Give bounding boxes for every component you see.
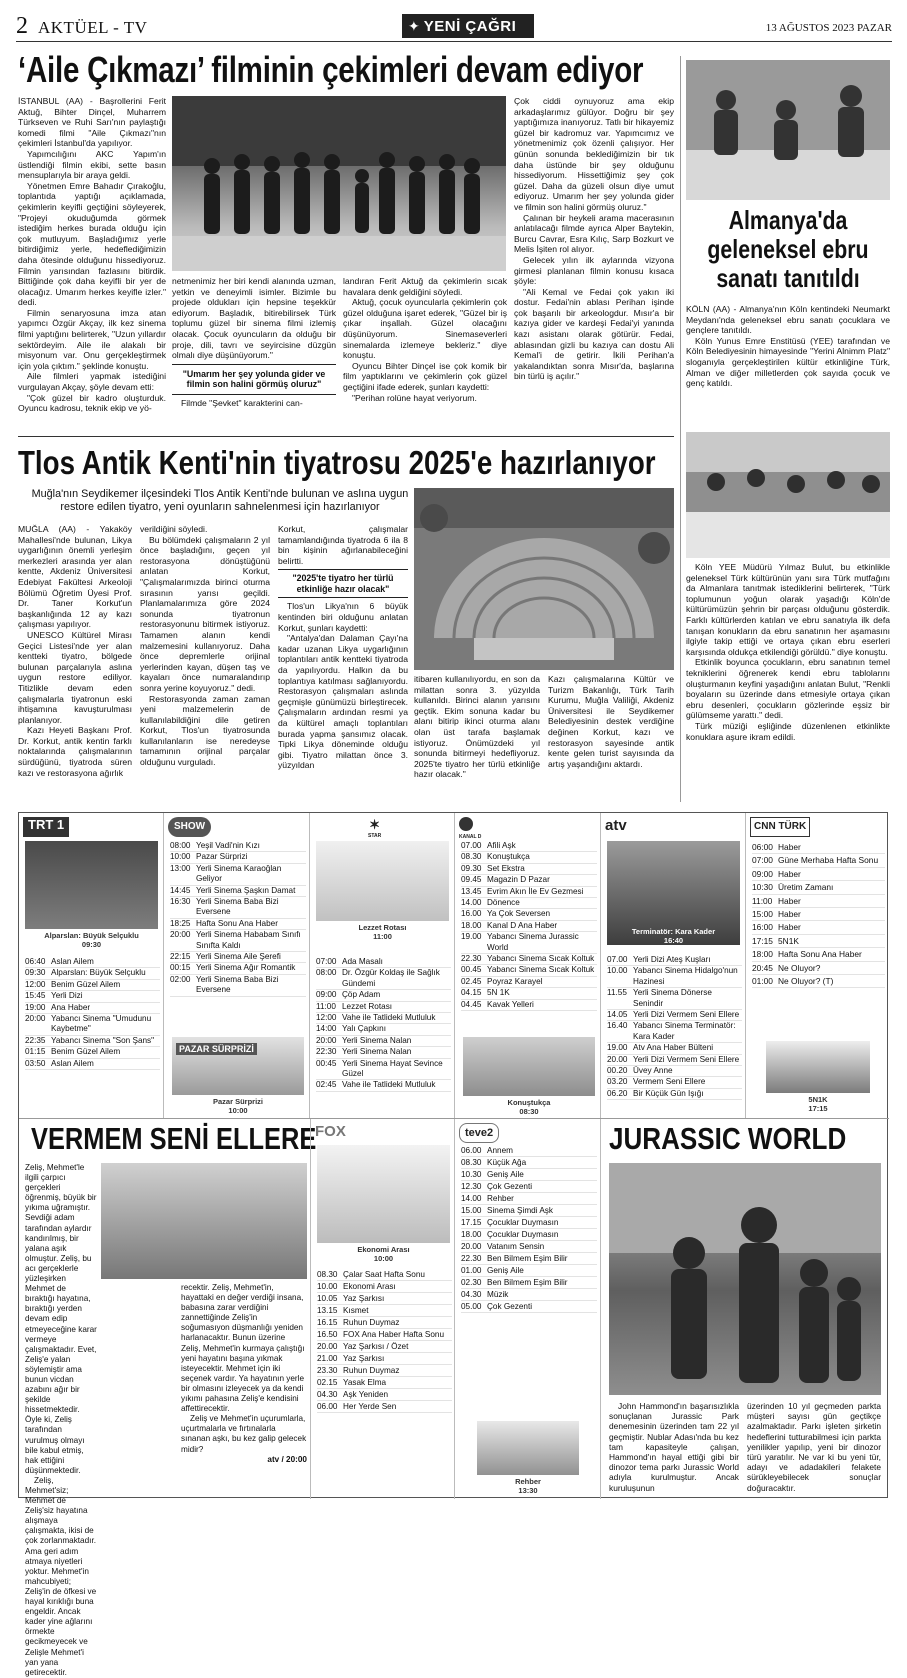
schedule-row: 06:00 Haber	[752, 841, 885, 854]
schedule-row: 14:00 Yalı Çapkını	[316, 1024, 451, 1035]
cnnturk-schedule	[752, 841, 885, 1041]
article1-col3	[343, 276, 507, 426]
schedule-row: 05.00 Çok Gezenti	[461, 1301, 597, 1313]
schedule-row: 02.30 Ben Bilmem Eşim Bilir	[461, 1277, 597, 1289]
schedule-row: 15:45 Yerli Dizi	[25, 991, 160, 1002]
paragraph: "Ali Kemal ve Fedai çok yakın iki dostur. Fedai'nin ablası Perihan işinde çok başarılı bir arkeologdur. Mısır'a bir kazıya gider ve kardeşi Fedai'yi yanında kazı asistanı olarak götürür. Fedai, ablasından gizli bu kazıya can dostu Ali Kemal'i de getirir. İkili Perihan'a yakalandıktan sonra Mısır'da, başlarına bin türlü iş açılır."	[514, 286, 674, 382]
tv-guide	[18, 812, 888, 1677]
ebru-workshop-photo-2	[686, 432, 890, 558]
article3-col2	[140, 524, 270, 802]
paragraph: Türk müziği eşliğinde düzenlenen etkinlikte konuklara aşure ikram edildi.	[686, 720, 890, 742]
star-icon: ✶	[369, 817, 381, 832]
schedule-row: 07.00 Yerli Dizi Ateş Kuşları	[607, 955, 742, 966]
schedule-row: 01:00 Ne Oluyor? (T)	[752, 975, 885, 988]
article3-deck: Muğla'nın Seydikemer ilçesindeki Tlos Antik Kenti'nde bulunan ve aslına uygun restore edilen tiyatro, yeni oyunların sahnelenmesi için hazırlanıyor	[31, 488, 409, 513]
schedule-row: 08:00 Dr. Özgür Koldaş ile Sağlık Gündemi	[316, 968, 451, 990]
schedule-row: 04.15 5N 1K	[461, 988, 597, 999]
schedule-row: 16.00 Ya Çok Seversen	[461, 909, 597, 920]
paragraph: Zeliş, Mehmet'le ilgili çarpıcı gerçekleri öğrenmiş, büyük bir yıkıma uğramıştır. Sevdiği adam tarafından aylardır kandırılmış, bir yalana aşık olmuştur. Zeliş, bu acı gerçeklerle yüzleşirken Mehmet de bıraktığı hayatına, bıraktığı yerden devam edip etmeyeceğine karar vermeye çalışmaktadır. Evet, Zeliş'e yalan söylemiştir ama bunun vicdan azabını ağır bir şekilde hissetmektedir. Öyle ki, Zeliş tarafından vurulmuş olmayı bile kabul etmiş, hak ettiğini düşünmektedir.	[25, 1163, 97, 1475]
channel-star	[310, 813, 455, 1118]
promo-title: PAZAR SÜRPRİZİ	[176, 1043, 257, 1055]
issue-date: 13 AĞUSTOS 2023 PAZAR	[765, 22, 892, 34]
schedule-row: 09.30 Set Ekstra	[461, 864, 597, 875]
schedule-row: 13:00 Yerli Sinema Karaoğlan Geliyor	[170, 864, 306, 886]
schedule-row: 20.00 Yerli Dizi Vermem Seni Ellere	[607, 1055, 742, 1066]
paragraph: itibaren kullanılıyordu, en son da milattan sonra 3. yüzyılda kullanıldı. Birinci alanın yarısını geçtik. Ekim sonuna kadar bu alanı bitirip ikinci oturma alanı olan üst tarafa başlamak istiyoruz. Önümüzdeki yıl sonunda bitirmeyi hedefliyoruz. 2025'te tiyatro her türlü etkinliğe hazır olacak."	[414, 674, 540, 780]
column-rule	[680, 56, 681, 802]
kanald-logo	[459, 817, 482, 840]
star-caption: Lezzet Rotası 11:00	[316, 921, 449, 943]
schedule-row: 03.20 Vermem Seni Ellere	[607, 1077, 742, 1088]
jurassic-col2	[747, 1401, 881, 1495]
channel-atv	[601, 813, 746, 1118]
schedule-row: 01.00 Geniş Aile	[461, 1265, 597, 1277]
schedule-row: 09:00 Haber	[752, 868, 885, 881]
vermem-col1	[25, 1163, 97, 1677]
schedule-row: 12.30 Çok Gezenti	[461, 1181, 597, 1193]
channel-trt1	[19, 813, 164, 1118]
jurassic-headline: JURASSIC WORLD	[609, 1121, 847, 1156]
schedule-row: 00.20 Üvey Anne	[607, 1066, 742, 1077]
article1-col2	[172, 276, 336, 426]
paragraph: landıran Ferit Aktuğ da çekimlerin sıcak havalara denk geldiğini söyledi.	[343, 276, 507, 297]
section-label: AKTÜEL - TV	[38, 18, 148, 37]
ebru-workshop-photo-1	[686, 60, 890, 200]
schedule-row: 19:00 Ana Haber	[25, 1003, 160, 1014]
schedule-row: 16:30 Yerli Sinema Baba Bizi Eversene	[170, 897, 306, 919]
paragraph: Bu bölümdeki çalışmaların 2 yıl önce başladığını, geçen yıl restorasyona dönüştüğünü anlatan Korkut, "Çalışmalarımızda birinci oturma sırasının yarısı geçildi. Planlamalarımıza göre 2024 sonunda tiyatronun restorasyonunu bitirmek istiyoruz. Tamamen alanın kendi malzemesini kullanıyoruz. Daha önce depremlerle orijinal yerlerinden kayan, düşen taş ve kayaları önce numaralandırıp sonra yerine koyuyoruz." dedi.	[140, 534, 270, 693]
schedule-row: 18.00 Kanal D Ana Haber	[461, 921, 597, 932]
schedule-row: 18.00 Çocuklar Duymasın	[461, 1229, 597, 1241]
schedule-row: 02.45 Poyraz Karayel	[461, 977, 597, 988]
schedule-row: 06.20 Bir Küçük Gün Işığı	[607, 1089, 742, 1100]
schedule-row: 18:25 Hafta Sonu Ana Haber	[170, 919, 306, 930]
tlos-theatre-photo	[414, 488, 674, 670]
schedule-row: 02.15 Yasak Elma	[317, 1377, 452, 1389]
schedule-row: 06.00 Her Yerde Sen	[317, 1401, 452, 1413]
logo-text: YENİ ÇAĞRI	[423, 17, 517, 35]
paragraph: Restorasyonda zaman zaman yeni malzemelerin de kullanılabildiğini dile getiren Korkut, Tlos'un tiyatrosunda kullanılanların ise neredeyse tamamının orijinal parçalar olduğunu vurguladı.	[140, 693, 270, 768]
schedule-row: 06:40 Aslan Ailem	[25, 957, 160, 968]
schedule-row: 22.30 Ben Bilmem Eşim Bilir	[461, 1253, 597, 1265]
headline-tlos: Tlos Antik Kenti'nin tiyatrosu 2025'e hazırlanıyor	[18, 444, 656, 481]
pull-quote: "2025'te tiyatro her türlü etkinliğe hazır olacak"	[278, 569, 408, 598]
schedule-row: 10.05 Yaz Şarkısı	[317, 1293, 452, 1305]
kanald-program-photo	[463, 1037, 595, 1099]
kanald-icon	[459, 817, 473, 831]
schedule-row: 11.55 Yerli Sinema Dönerse Senindir	[607, 988, 742, 1010]
article2-col1	[686, 304, 890, 428]
paragraph: KÖLN (AA) - Almanya'nın Köln kentindeki Neumarkt Meydanı'nda geleneksel ebru sanatı çocuklara ve gençlere tanıtıldı.	[686, 304, 890, 336]
vermem-time: atv / 20:00	[267, 1454, 307, 1464]
schedule-row: 20:00 Yerli Sinema Nalan	[316, 1036, 451, 1047]
schedule-row: 20:00 Yabancı Sinema "Umudunu Kaybetme"	[25, 1014, 160, 1036]
paragraph: Oyuncu Bihter Dinçel ise çok komik bir film yaptıklarını ve çekimlerin çok güzel geçtiğini ifade ederek, şunları kaydetti:	[343, 360, 507, 392]
schedule-row: 10.00 Yabancı Sinema Hidalgo'nun Hazinesi	[607, 966, 742, 988]
pull-quote: "Umarım her şey yolunda gider ve filmin son halini görmüş oluruz"	[172, 364, 336, 395]
schedule-row: 19.00 Yabancı Sinema Jurassic World	[461, 932, 597, 954]
schedule-row: 10:00 Pazar Sürprizi	[170, 852, 306, 863]
schedule-row: 14.05 Yerli Dizi Vermem Seni Ellere	[607, 1010, 742, 1021]
schedule-row: 22.30 Yabancı Sinema Sıcak Koltuk	[461, 954, 597, 965]
schedule-row: 09.45 Magazin D Pazar	[461, 875, 597, 886]
schedule-row: 00:15 Yerli Sinema Ağır Romantik	[170, 963, 306, 974]
paragraph: "Antalya'dan Dalaman Çayı'na kadar uzanan Likya uygarlığının toplantıları antik kentteki tiyatroda da yapılıyordu. Halkın da bu toplantıya katılması sağlanıyordu. Restorasyon çalışmaları aslında geçmişle günümüzü birleştirecek. Çalışmaların ardından resmi ya da kültürel amaçlı toplantıları burada yapma şansımız olacak. Tipki Likya döneminde olduğu gibi. Tiyatro milattan önce 3. yüzyıldan	[278, 633, 408, 771]
paragraph: Gelecek yılın ilk aylarında vizyona girmesi planlanan filmin konusu kısaca şöyle:	[514, 254, 674, 287]
paragraph: recektir. Zeliş, Mehmet'in, hayattaki en değer verdiği insana, babasına zarar verdiğini zannettiğinde Zeliş'in soğumasıyon düşmanlığı yeniden harlanacaktır. Bunun üzerine Zeliş, Mehmet'in kurmaya çalıştığı yeni hayatını başına yıkmak isteyecektir. Mehmet için iki seçenek vardır. Ya hayatının yerle bir olmasını izleyecek ya da kendi yıkımı pahasına Zeliş'e kendisini affettirecektir.	[181, 1283, 305, 1414]
paragraph: Filmde "Şevket" karakterini can-	[181, 397, 303, 408]
paragraph: Korkut, çalışmalar tamamlandığında tiyatroda 6 ila 8 bin kişinin ağırlanabileceğini belirtti.	[278, 524, 408, 566]
headline-line: sanatı tanıtıldı	[716, 263, 860, 293]
paragraph: Etkinlik boyunca çocukların, ebru sanatının temel tekniklerini öğrenerek kendi ebru tablolarını oluşturmanın keyfini yaşadığını anlatan Bulut, "Renkli boyaların su üzerinde dans etmesiyle ortaya çıkan ebru desenleri, çocukların gözlerinde eşsiz bir gülümseme yarattı." dedi.	[686, 657, 890, 721]
show-schedule	[170, 841, 306, 1031]
headline-line: geleneksel ebru	[707, 234, 869, 264]
teve2-logo: teve2	[459, 1123, 499, 1143]
schedule-row: 07.00 Afili Aşk	[461, 841, 597, 852]
paragraph: Köln Yunus Emre Enstitüsü (YEE) tarafından ve Köln Belediyesinin himayesinde "Yerini Alnimm Platz" sloganıyla gerçekleştirilen kültür etkinliğine Türk, Alman ve diğer milletlerden çok sayıda çocuk ve genç katıldı.	[686, 335, 890, 389]
jurassic-photo	[609, 1163, 881, 1395]
star-logo-text: STAR	[368, 833, 382, 839]
schedule-row: 02:45 Vahe ile Tatlideki Mutluluk	[316, 1080, 451, 1091]
schedule-row: 01:15 Benim Güzel Ailem	[25, 1047, 160, 1058]
schedule-row: 10.30 Geniş Aile	[461, 1169, 597, 1181]
schedule-row: 13.15 Kısmet	[317, 1305, 452, 1317]
paragraph: Zeliş ve Mehmet'in uçurumlarla, uçurtmalarla ve fırtınalarla sınanan aşkı, bu kez galip gelecek midir?	[181, 1414, 307, 1454]
paragraph: netmenimiz her biri kendi alanında uzman, yetkin ve deneyimli isimler. Bizimle bu projede oldukları için hepsine teşekkür ediyorum. Başladık, bitirebilirsek Türk toplumu güzel bir sinema filmi izlemiş olacak. Çocuk oyuncuların da olduğu bir proje, dili, tavrı ve seyircisine düzgün olmalı diye düşünüyorum."	[172, 276, 336, 361]
schedule-row: 04.30 Aşk Yeniden	[317, 1389, 452, 1401]
article3-col4	[414, 674, 540, 802]
channel-kanald	[455, 813, 601, 1118]
vermem-col2	[181, 1283, 307, 1493]
schedule-row: 09:00 Çöp Adam	[316, 990, 451, 1001]
schedule-row: 08.30 Çalar Saat Hafta Sonu	[317, 1269, 452, 1281]
schedule-row: 03:50 Aslan Ailem	[25, 1059, 160, 1070]
show-logo: SHOW	[168, 817, 211, 837]
fox-caption: Ekonomi Arası 10:00	[317, 1243, 450, 1265]
schedule-row: 06.00 Annem	[461, 1145, 597, 1157]
ebru-headline	[686, 206, 890, 293]
schedule-row: 14.00 Dönence	[461, 898, 597, 909]
headline-aile-cikmazi: ‘Aile Çıkmazı’ filminin çekimleri devam ediyor	[18, 49, 644, 90]
schedule-row: 22:30 Yerli Sinema Nalan	[316, 1047, 451, 1058]
schedule-row: 20.00 Yaz Şarkısı / Özet	[317, 1341, 452, 1353]
channel-cnnturk	[746, 813, 889, 1118]
schedule-row: 18:00 Hafta Sonu Ana Haber	[752, 948, 885, 961]
schedule-row: 17:15 5N1K	[752, 935, 885, 948]
paragraph: Zeliş, Mehmet'siz; Mehmet de Zeliş'siz hayatına alışmaya çalışmakta, ikisi de çok zorlanmaktadır. Ama geri adım atmaya niyetleri yoktur. Mehmet'in mahcubiyeti; Zeliş'in de öfkesi ve hayal kırıklığı buna engeldir. Ancak kader yine ağlarını örmekte gecikmeyecek ve Zelişle Mehmet'i yan yana getirecektir.	[25, 1475, 97, 1677]
schedule-row: 04.45 Kavak Yelleri	[461, 1000, 597, 1011]
kanald-logo-text: KANAL D	[459, 834, 482, 840]
fox-logo: FOX	[315, 1123, 346, 1140]
paragraph: Aktuğ, çocuk oyuncularla çekimlerin çok güzel olduğuna işaret ederek, "Güzel bir iş çıkar inşallah. Güzel olacağını düşünüyorum. Sinemaseverleri sinemalarda izlemeye bekleriz." diye konuştu.	[343, 297, 507, 361]
schedule-row: 11:00 Haber	[752, 895, 885, 908]
paragraph: verildiğini söyledi.	[140, 524, 208, 534]
schedule-row: 09:30 Alparslan: Büyük Selçuklu	[25, 968, 160, 979]
schedule-row: 13.45 Evrim Akın İle Ev Gezmesi	[461, 887, 597, 898]
show-caption: Pazar Sürprizi 10:00	[172, 1095, 304, 1117]
paragraph: Kazı Heyeti Başkanı Prof. Dr. Korkut, antik kentin farklı noktalarında çalışmalarının sürdüğünü, tiyatroda süren kazı ve restorasyona ağırlık	[18, 725, 132, 778]
divider	[18, 436, 674, 437]
fox-schedule	[317, 1269, 452, 1497]
paragraph: UNESCO Kültürel Mirası Geçici Listesi'nde yer alan kentteki tiyatro, bölgede bulunan parçalarıyla aslına uygun restore ediliyor. Titizlikle devam eden çalışmalarla tiyatronun eski ihtişamına kavuşturulması planlanıyor.	[18, 629, 132, 725]
cnnturk-caption: 5N1K 17:15	[766, 1093, 870, 1115]
paragraph: MUĞLA (AA) - Yakaköy Mahallesi'nde bulunan, Likya uygarlığının önemli yerleşim merkezleri arasında yer alan kentte, Akdeniz Üniversitesi Edebiyat Fakültesi Arkeoloji Bölümü Öğretim Üyesi Prof. Dr. Taner Korkut'un başkanlığında 12 ay kazı çalışması yapılıyor.	[18, 524, 132, 630]
atv-schedule	[607, 955, 742, 1117]
schedule-row: 07:00 Güne Merhaba Hafta Sonu	[752, 854, 885, 867]
schedule-row: 17.15 Çocuklar Duymasın	[461, 1217, 597, 1229]
paragraph: Tlos'un Likya'nın 6 büyük kentinden biri olduğunu anlatan Korkut, şunları kaydetti:	[278, 601, 408, 633]
jurassic-col1	[609, 1401, 739, 1495]
schedule-row: 02:00 Yerli Sinema Baba Bizi Eversene	[170, 975, 306, 997]
paragraph: Yönetmen Emre Bahadır Çırakoğlu, toplantıda yaptığı açıklamada, çekimlerin keyifli geçtiğini söyleyerek, "Projeyi okuduğumda görmek istediğim herkes burada olduğu için çok mutluyum. Başladığımız yerle bitirdiğimiz yerle, hedeflediğimizin daha ötesinde olduğunu hissediyoruz. Filmin yarısından fazlasını bitirdik. Bittiğinde çok daha keyifli bir yer de olacağız. Umarım herkes keyifle izler." dedi.	[18, 180, 166, 308]
schedule-row: 04.30 Müzik	[461, 1289, 597, 1301]
star-logo	[368, 817, 381, 837]
paragraph: Çok ciddi oynuyoruz ama ekip arkadaşlarımız gülüyor. Doğru bir şey yaptığımıza inanıyoruz. Tatlı bir hikayemiz güzel bir kadromuz var. Yapımcımız ve yönetmenimiz çok özenli çalışıyor. Her günün sonunda beklediğimizin bir tık daha üstünde bir şey olduğunu hissediyorum. Hissettiğimiz şey çok güzel. Daha da güzeli olsun diye umut ediyoruz. Umarım her şey yolunda gider ve filmin son halini görmüş oluruz."	[514, 96, 674, 212]
schedule-row: 11:00 Lezzet Rotası	[316, 1002, 451, 1013]
paragraph: "Çok güzel bir kadro oluşturduk. Oyuncu kadrosu, teknik ekip ve yö-	[18, 392, 166, 414]
masthead	[16, 14, 892, 42]
paragraph: üzerinden 10 yıl geçmeden parkta müşteri sayısı gün geçtikçe azalmaktadır. Parkı işleten şirketin hedeflerini tutturabilmesi için parkta yenilikler yapılıp, yeni bir dinozor türü yaratılır. Ne var ki bu yeni tür, adayı ve adadakileri felakete sürükleyebilecek sonuçlar doğuracaktır.	[747, 1401, 881, 1493]
teve2-caption: Rehber 13:30	[477, 1475, 579, 1497]
schedule-row: 16.50 FOX Ana Haber Hafta Sonu	[317, 1329, 452, 1341]
schedule-row: 08:00 Yeşil Vadi'nin Kızı	[170, 841, 306, 852]
schedule-row: 00:45 Yerli Sinema Hayat Sevince Güzel	[316, 1059, 451, 1081]
paragraph: Kazı çalışmalarına Kültür ve Turizm Bakanlığı, Türk Tarih Kurumu, Muğla Valiliği, Akdeniz Üniversitesi ile Seydikemer Belediyesinin destek verdiğine değinen Korkut, kazı ve restorasyon sayesinde antik kente gelen turist sayısında da artış yaşandığını aktardı.	[548, 674, 674, 769]
schedule-row: 20:45 Ne Oluyor?	[752, 962, 885, 975]
fox-program-photo	[317, 1145, 450, 1245]
atv-caption: Terminatör: Kara Kader 16:40	[631, 927, 716, 945]
schedule-row: 19.00 Atv Ana Haber Bülteni	[607, 1043, 742, 1054]
paragraph: Filmin senaryosuna imza atan yapımcı Özgür Akçay, ilk kez sinema filmi yaptığını belirterek, "Uzun yıllardır sektördeyim. Aile ile alakalı bir misyonum var. Onu gerçekleştirmek için yola çıktım." şeklinde konuştu.	[18, 307, 166, 371]
film-cast-photo	[172, 96, 506, 271]
schedule-row: 16.40 Yabancı Sinema Terminatör: Kara Kader	[607, 1021, 742, 1043]
schedule-row: 14.00 Rehber	[461, 1193, 597, 1205]
newspaper-logo	[402, 14, 534, 38]
logo-emblem-icon: ✦	[408, 17, 420, 34]
article3-col3	[278, 524, 408, 802]
paragraph: Aile filmleri yapmak istediğini vurgulayan Akçay, şöyle devam etti:	[18, 371, 166, 393]
schedule-row: 12:00 Benim Güzel Ailem	[25, 980, 160, 991]
kanald-schedule	[461, 841, 597, 1033]
schedule-row: 22:35 Yabancı Sinema "Son Şans"	[25, 1036, 160, 1047]
trt1-caption: Alparslan: Büyük Selçuklu 09:30	[25, 929, 158, 951]
star-schedule	[316, 957, 451, 1117]
schedule-row: 08.30 Küçük Ağa	[461, 1157, 597, 1169]
paragraph: Çalınan bir heykeli arama macerasının anlatılacağı filmde ayrıca Alper Baytekin, Burcu Cavrar, Esra Kılıç, Sarp Bozkurt ve Melis İşiten rol alıyor.	[514, 212, 674, 255]
schedule-row: 20:00 Yerli Sinema Hababam Sınıfı Sınıfta Kaldı	[170, 930, 306, 952]
article2-col2	[686, 562, 890, 802]
schedule-row: 08.30 Konuştukça	[461, 852, 597, 863]
paragraph: Yapımcılığını AKC Yapım'ın üstlendiği filmin ekibi, sette basın mensuplarıyla bir araya geldi.	[18, 148, 166, 181]
paragraph: İSTANBUL (AA) - Başrollerini Ferit Aktuğ, Bihter Dinçel, Muharrem Türkseven ve Ruhi Sarı'nın paylaştığı komedi filmi "Aile Çıkmazı"nın çekimleri İstanbul'da yapılıyor.	[18, 96, 166, 149]
schedule-row: 15:00 Haber	[752, 908, 885, 921]
schedule-row: 07:00 Ada Masalı	[316, 957, 451, 968]
article1-col1	[18, 96, 166, 426]
channel-teve2	[455, 1119, 601, 1499]
teve2-schedule	[461, 1145, 597, 1415]
show-program-photo	[172, 1037, 304, 1095]
teve2-program-photo	[477, 1421, 579, 1481]
cnnturk-logo: CNN TÜRK	[750, 817, 810, 837]
schedule-row: 14:45 Yerli Sinema Şaşkın Damat	[170, 886, 306, 897]
article3-col1	[18, 524, 132, 802]
article1-col4	[514, 96, 674, 426]
schedule-row: 16:00 Haber	[752, 921, 885, 934]
schedule-row: 20.00 Vatanım Sensin	[461, 1241, 597, 1253]
cnnturk-program-photo	[766, 1041, 870, 1095]
trt1-schedule	[25, 957, 160, 1117]
trt1-logo: TRT 1	[23, 817, 69, 837]
schedule-row: 22:15 Yerli Sinema Aile Şerefi	[170, 952, 306, 963]
schedule-row: 00.45 Yabancı Sinema Sıcak Koltuk	[461, 965, 597, 976]
paragraph: John Hammond'ın başarısızlıkla sonuçlanan Jurassic Park denemesinin üzerinden tam 22 yıl geçmiştir. Nublar Adası'nda bu kez tam kapasiteyle çalışan, Hammond'ın hayal ettiği gibi bir dinozor tema parkı Jurassic World adıyla kurulmuştur. Ancak kuruluşunun	[609, 1401, 739, 1493]
kanald-caption: Konuştukça 08:30	[463, 1096, 595, 1118]
schedule-row: 10.00 Ekonomi Arası	[317, 1281, 452, 1293]
schedule-row: 10:30 Üretim Zamanı	[752, 881, 885, 894]
channel-show	[164, 813, 310, 1118]
schedule-row: 23.30 Ruhun Duymaz	[317, 1365, 452, 1377]
paragraph: Köln YEE Müdürü Yılmaz Bulut, bu etkinlikle geleneksel Türk kültürünün yanı sıra Türk mutfağını da Almanlara tanıtmak istediklerini belirterek, "Türk toplumunun yoğun olarak yaşadığı Köln'de kültürümüzün şehrin bir parçası olduğunu gösterdik. Farklı kültürlerden katılan ve ebru sanatıyla ilk defa tanışan konukların da ebru sanatının her aşamasını ilgiyle takip ettiği ve ortaya çıkan ebru eserleri karşısında oldukça etkilendiği görüldü." diye konuştu.	[686, 562, 890, 657]
vermem-headline: VERMEM SENİ ELLERE	[31, 1121, 317, 1156]
vermem-photo	[101, 1163, 307, 1279]
atv-logo: atv	[605, 817, 627, 834]
headline-line: Almanya'da	[728, 205, 848, 235]
page-number: 2	[16, 13, 28, 39]
paragraph: "Perihan rolüne hayat veriyorum.	[352, 392, 477, 403]
schedule-row: 15.00 Sinema Şimdi Aşk	[461, 1205, 597, 1217]
article3-col5	[548, 674, 674, 802]
channel-fox	[310, 1119, 455, 1499]
schedule-row: 16.15 Ruhun Duymaz	[317, 1317, 452, 1329]
schedule-row: 21.00 Yaz Şarkısı	[317, 1353, 452, 1365]
schedule-row: 12:00 Vahe ile Tatlideki Mutluluk	[316, 1013, 451, 1024]
